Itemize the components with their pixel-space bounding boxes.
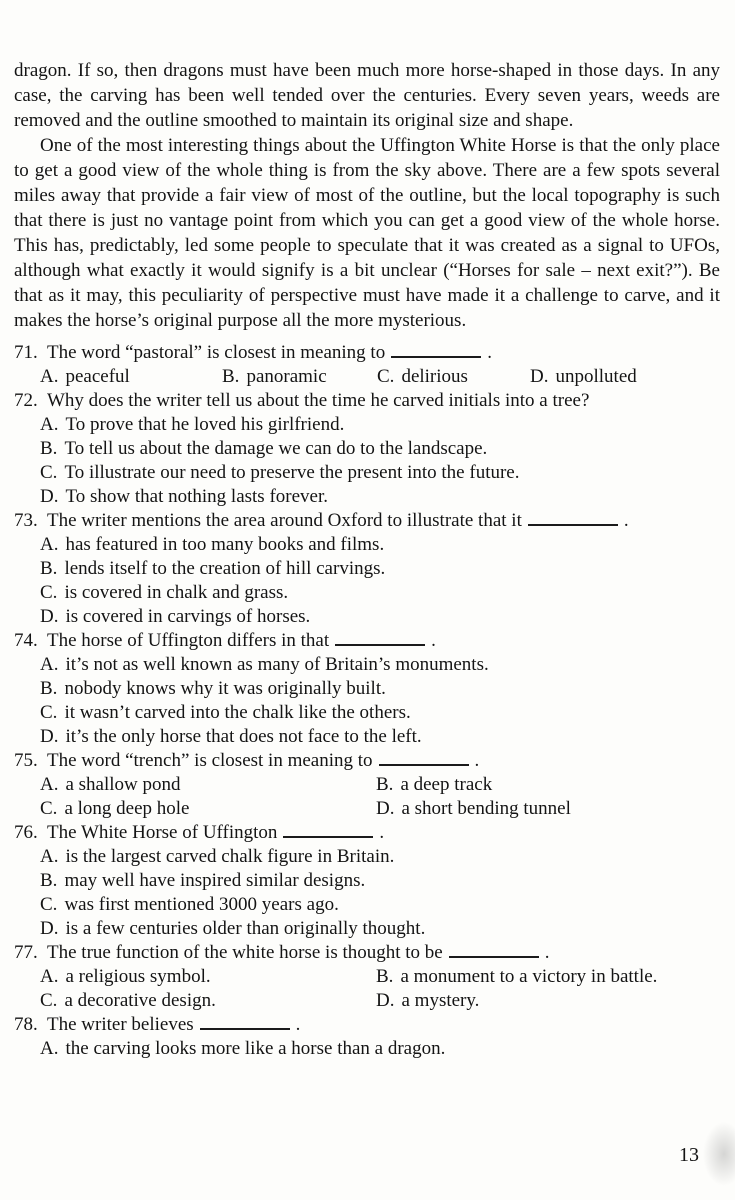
option-A <box>40 533 720 557</box>
option-label: C. <box>40 990 58 1011</box>
question-number: 74. <box>14 630 38 651</box>
option-text: was first mentioned 3000 years ago. <box>64 894 339 915</box>
option-text: nobody knows why it was originally built. <box>64 678 386 699</box>
option-C <box>40 893 720 917</box>
option-text: a long deep hole <box>64 798 190 819</box>
option-B <box>376 965 720 989</box>
question-number: 77. <box>14 942 38 963</box>
question-76 <box>14 821 720 941</box>
question-71 <box>14 341 720 389</box>
option-label: D. <box>376 990 395 1011</box>
blank-period: . <box>431 630 436 651</box>
option-text: a short bending tunnel <box>401 798 571 819</box>
question-head <box>14 341 720 365</box>
option-text: a mystery. <box>401 990 480 1011</box>
option-A <box>40 365 222 389</box>
option-text: it’s the only horse that does not face to the left. <box>65 726 422 747</box>
option-C <box>40 581 720 605</box>
question-head <box>14 821 720 845</box>
option-label: A. <box>40 774 59 795</box>
question-72 <box>14 389 720 509</box>
option-text: a monument to a victory in battle. <box>400 966 658 987</box>
option-label: A. <box>40 966 59 987</box>
option-A <box>40 965 376 989</box>
option-label: B. <box>376 774 394 795</box>
reading-passage <box>14 58 720 333</box>
question-77 <box>14 941 720 1013</box>
option-label: A. <box>40 534 59 555</box>
option-label: A. <box>40 654 59 675</box>
option-text: delirious <box>401 366 468 387</box>
option-label: B. <box>40 678 58 699</box>
option-D <box>376 989 720 1013</box>
question-number: 78. <box>14 1014 38 1035</box>
question-text: The writer believes <box>47 1014 194 1035</box>
option-text: lends itself to the creation of hill carvings. <box>64 558 386 579</box>
question-head <box>14 389 720 413</box>
option-C <box>377 365 530 389</box>
option-text: has featured in too many books and films. <box>65 534 385 555</box>
answer-blank <box>528 520 618 526</box>
answer-blank <box>391 352 481 358</box>
options-group <box>40 365 720 389</box>
passage-paragraph: dragon. If so, then dragons must have been much more horse-shaped in those days. In any case, the carving has been well tended over the centuries. Every seven years, weeds are removed and the outline smoothed to maintain its original size and shape. <box>14 60 720 131</box>
option-D <box>530 365 637 389</box>
option-label: A. <box>40 1038 59 1059</box>
option-text: is covered in chalk and grass. <box>64 582 289 603</box>
question-number: 76. <box>14 822 38 843</box>
option-B <box>222 365 377 389</box>
option-B <box>40 437 720 461</box>
option-A <box>40 773 376 797</box>
option-text: it wasn’t carved into the chalk like the others. <box>64 702 411 723</box>
option-A <box>40 413 720 437</box>
option-D <box>376 797 720 821</box>
option-label: D. <box>40 726 59 747</box>
option-text: a shallow pond <box>65 774 181 795</box>
question-75 <box>14 749 720 821</box>
question-body <box>47 749 720 773</box>
page-number: 13 <box>679 1144 699 1166</box>
option-label: D. <box>40 918 59 939</box>
options-group <box>40 773 720 821</box>
option-text: To show that nothing lasts forever. <box>65 486 329 507</box>
options-group <box>40 965 720 1013</box>
option-D <box>40 725 720 749</box>
question-head <box>14 509 720 533</box>
option-A <box>40 845 720 869</box>
blank-period: . <box>295 1014 301 1035</box>
option-C <box>40 461 720 485</box>
question-text: The true function of the white horse is thought to be <box>47 942 443 963</box>
question-body <box>47 509 720 533</box>
question-74 <box>14 629 720 749</box>
question-body <box>47 1013 720 1037</box>
question-text: Why does the writer tell us about the time he carved initials into a tree? <box>47 390 590 411</box>
blank-period: . <box>474 750 480 771</box>
question-body <box>47 629 720 653</box>
option-label: B. <box>376 966 394 987</box>
option-label: C. <box>40 582 58 603</box>
question-text: The word “pastoral” is closest in meaning to <box>47 342 386 363</box>
question-body <box>47 389 720 413</box>
question-number: 73. <box>14 510 38 531</box>
option-label: B. <box>40 438 58 459</box>
option-B <box>376 773 720 797</box>
option-text: peaceful <box>65 366 130 387</box>
option-label: A. <box>40 414 59 435</box>
option-B <box>40 677 720 701</box>
scan-smudge <box>703 1122 735 1186</box>
question-text: The word “trench” is closest in meaning to <box>47 750 373 771</box>
question-text: The horse of Uffington differs in that <box>47 630 330 651</box>
option-D <box>40 917 720 941</box>
option-text: a decorative design. <box>64 990 216 1011</box>
option-B <box>40 557 720 581</box>
question-head <box>14 629 720 653</box>
option-label: D. <box>376 798 395 819</box>
answer-blank <box>335 640 425 646</box>
option-label: B. <box>222 366 240 387</box>
option-label: C. <box>377 366 395 387</box>
option-label: C. <box>40 798 58 819</box>
option-label: C. <box>40 894 58 915</box>
answer-blank <box>283 832 373 838</box>
option-label: B. <box>40 870 58 891</box>
option-text: To prove that he loved his girlfriend. <box>65 414 345 435</box>
option-text: is a few centuries older than originally thought. <box>65 918 426 939</box>
blank-period: . <box>623 510 629 531</box>
option-label: D. <box>40 486 59 507</box>
option-text: it’s not as well known as many of Britain’s monuments. <box>65 654 489 675</box>
option-text: a deep track <box>400 774 493 795</box>
question-body <box>47 821 720 845</box>
option-A <box>40 653 720 677</box>
blank-period: . <box>379 822 385 843</box>
question-head <box>14 1013 720 1037</box>
question-text: The writer mentions the area around Oxford to illustrate that it <box>47 510 522 531</box>
option-D <box>40 485 720 509</box>
option-C <box>40 797 376 821</box>
options-group <box>40 1037 720 1061</box>
question-body <box>47 941 720 965</box>
answer-blank <box>200 1024 290 1030</box>
option-text: To illustrate our need to preserve the present into the future. <box>64 462 520 483</box>
questions-section <box>14 341 720 1061</box>
option-text: the carving looks more like a horse than a dragon. <box>65 1038 446 1059</box>
option-label: D. <box>530 366 549 387</box>
question-head <box>14 749 720 773</box>
option-label: B. <box>40 558 58 579</box>
answer-blank <box>449 952 539 958</box>
question-number: 71. <box>14 342 38 363</box>
options-group <box>40 653 720 749</box>
option-label: A. <box>40 366 59 387</box>
option-text: unpolluted <box>555 366 637 387</box>
option-text: panoramic <box>246 366 327 387</box>
question-body <box>47 341 720 365</box>
option-text: To tell us about the damage we can do to the landscape. <box>64 438 488 459</box>
question-78 <box>14 1013 720 1061</box>
question-73 <box>14 509 720 629</box>
option-label: D. <box>40 606 59 627</box>
answer-blank <box>379 760 469 766</box>
options-group <box>40 845 720 941</box>
option-label: C. <box>40 462 58 483</box>
passage-paragraph: One of the most interesting things about the Uffington White Horse is that the only place to get a good view of the whole thing is from the sky above. There are a few spots several miles away that provide a fair view of most of the outline, but the local topography is such that there is just no vantage point from which you can get a good view of the whole horse. This has, predictably, led some people to speculate that it was created as a signal to UFOs, although what exactly it would signify is a bit unclear (“Horses for sale – next exit?”). Be that as it may, this peculiarity of perspective must have made it a challenge to carve, and it makes the horse’s original purpose all the more mysterious. <box>14 135 720 331</box>
question-number: 75. <box>14 750 38 771</box>
options-group <box>40 413 720 509</box>
option-C <box>40 989 376 1013</box>
option-label: C. <box>40 702 58 723</box>
option-B <box>40 869 720 893</box>
blank-period: . <box>487 342 492 363</box>
question-text: The White Horse of Uffington <box>47 822 278 843</box>
option-text: may well have inspired similar designs. <box>64 870 366 891</box>
option-C <box>40 701 720 725</box>
option-label: A. <box>40 846 59 867</box>
option-text: is the largest carved chalk figure in Britain. <box>65 846 395 867</box>
option-D <box>40 605 720 629</box>
option-text: is covered in carvings of horses. <box>65 606 311 627</box>
question-number: 72. <box>14 390 38 411</box>
question-head <box>14 941 720 965</box>
option-A <box>40 1037 720 1061</box>
options-group <box>40 533 720 629</box>
blank-period: . <box>544 942 550 963</box>
option-text: a religious symbol. <box>65 966 211 987</box>
